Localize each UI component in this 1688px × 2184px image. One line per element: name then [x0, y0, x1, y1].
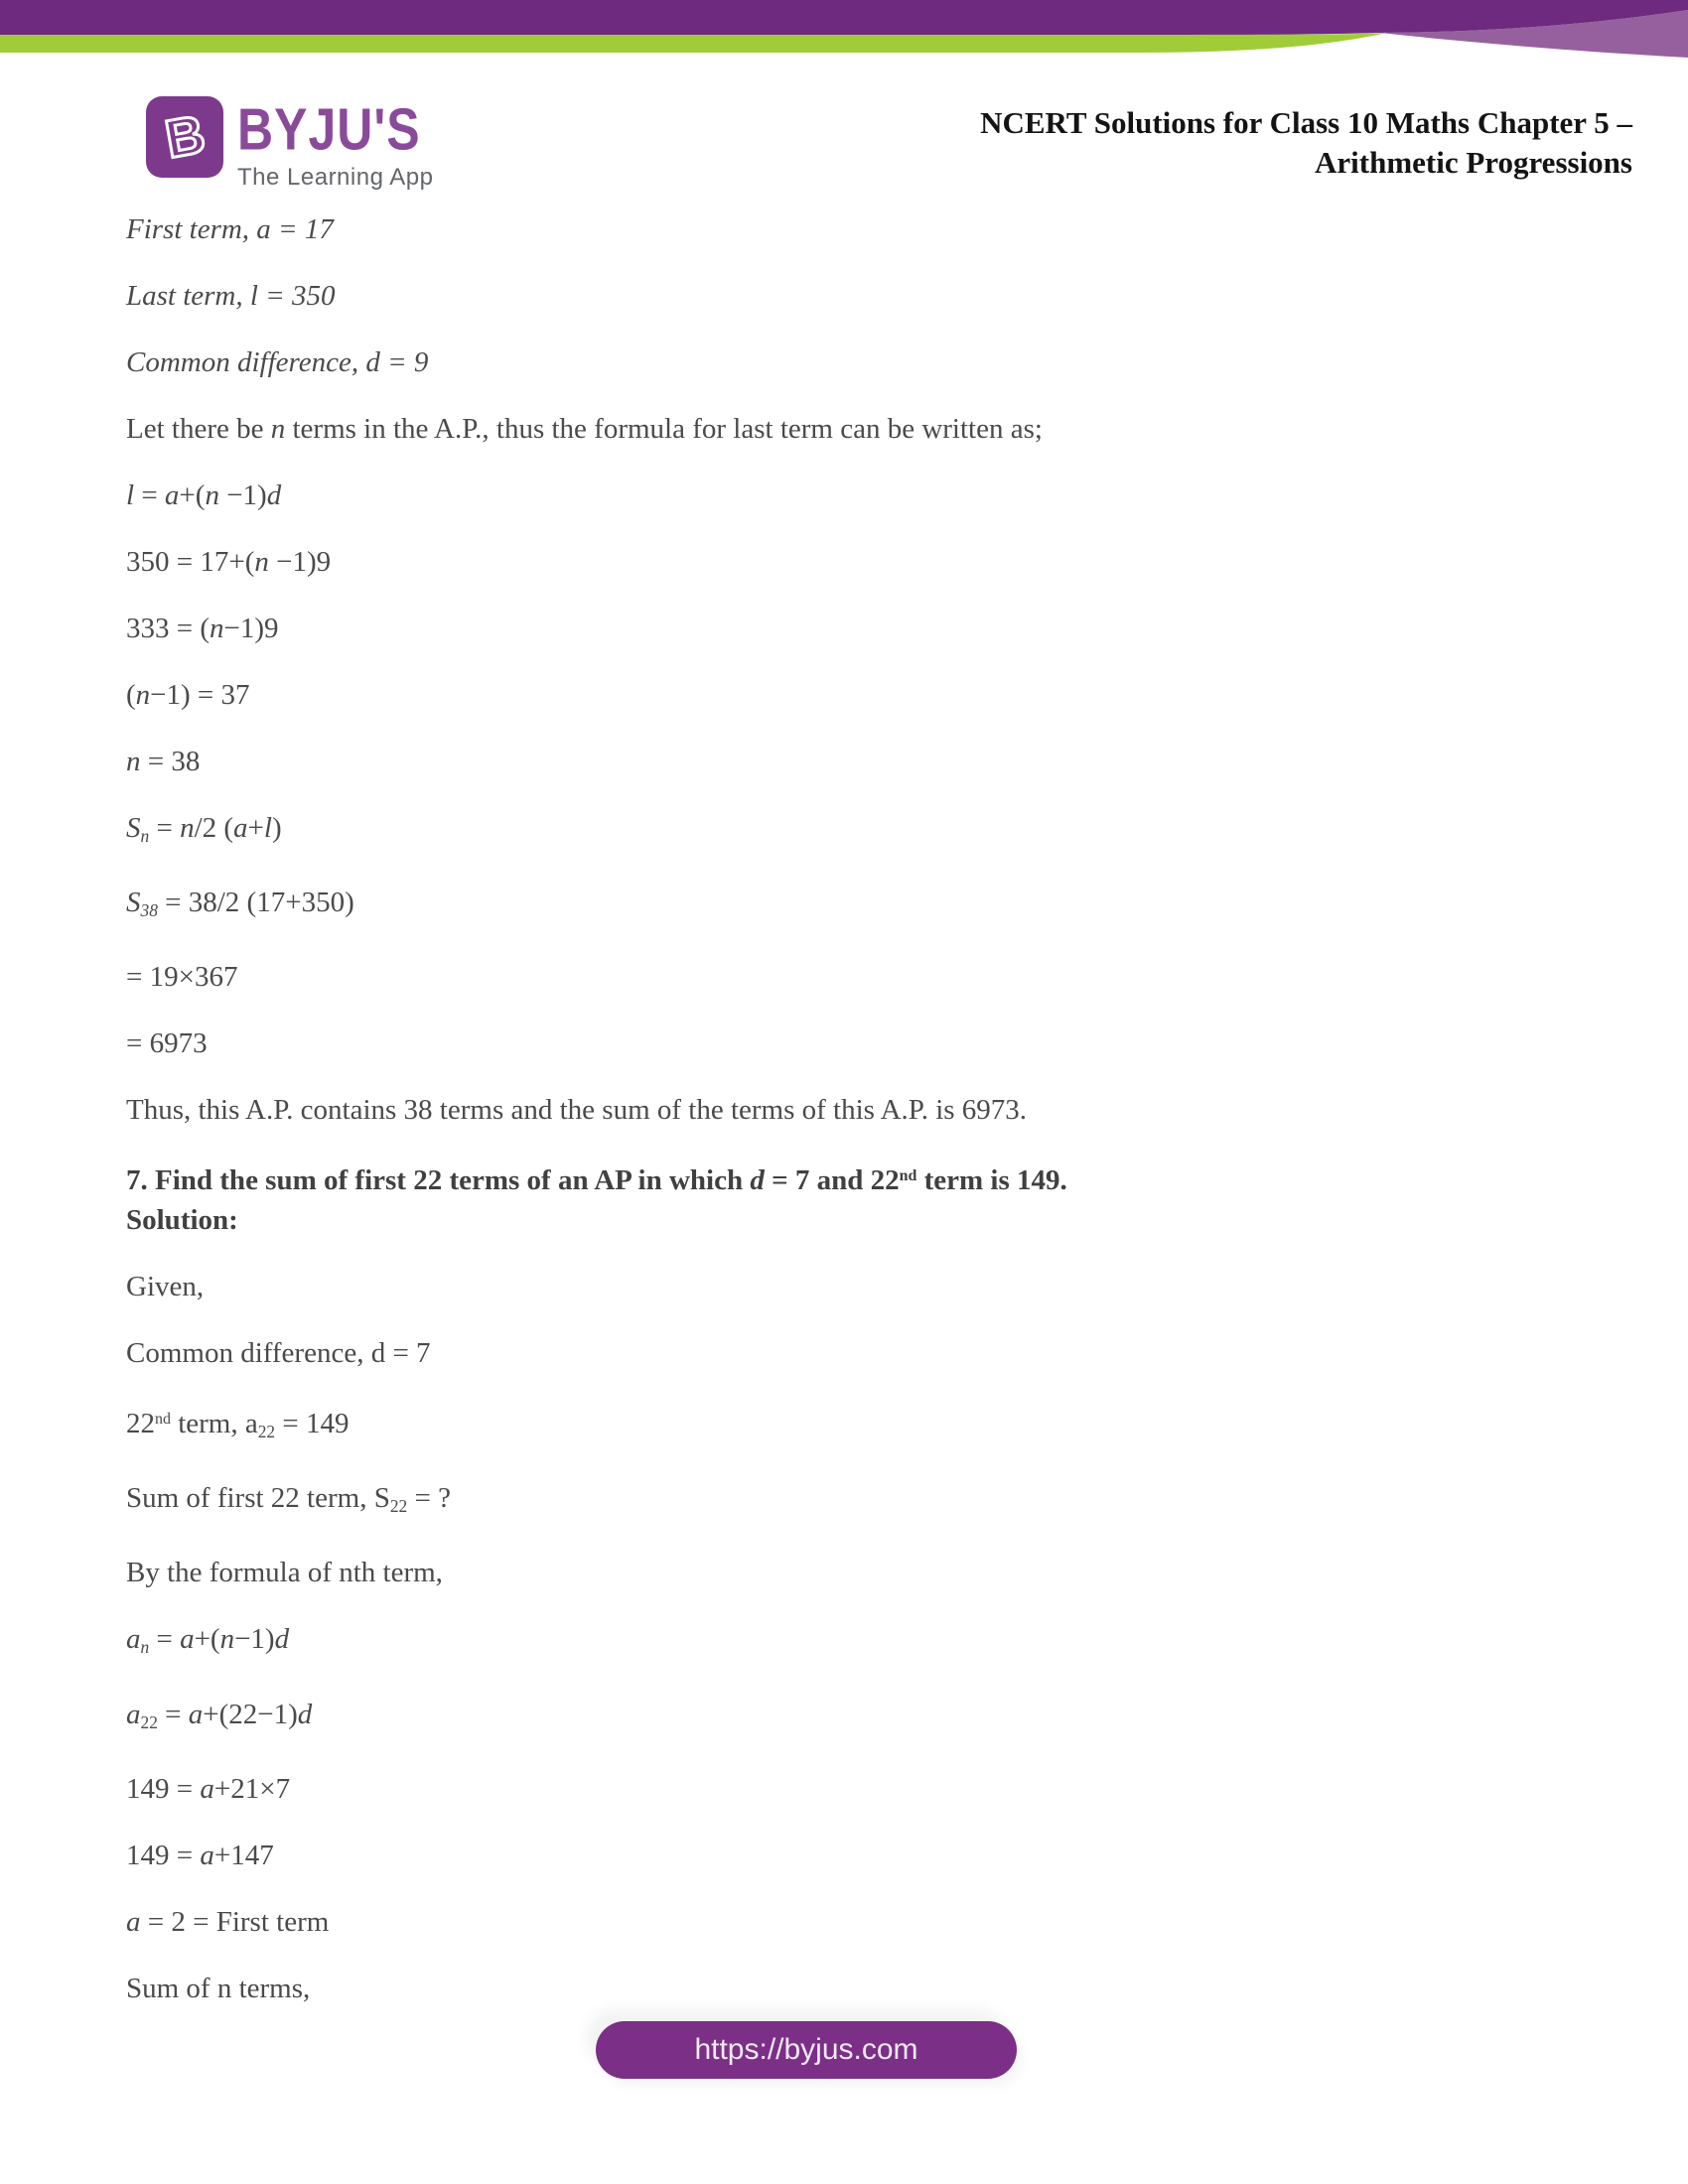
doc-text-segment: Sum of first 22 term, S: [126, 1482, 390, 1515]
doc-text-segment: 22: [126, 1407, 155, 1439]
doc-text-segment: Let there be: [126, 413, 271, 445]
doc-line: [126, 480, 1599, 510]
document-body: [126, 214, 1599, 2040]
doc-line: [126, 547, 1599, 577]
doc-text-segment: l: [263, 812, 272, 844]
doc-text-segment: = 38/2 (17+350): [157, 887, 354, 919]
doc-text-segment: Common difference, d = 9: [126, 346, 429, 378]
doc-line: [126, 1483, 1599, 1521]
header-band-purple: [0, 0, 1688, 35]
doc-text-segment: +(: [179, 479, 206, 511]
doc-text-segment: a: [164, 479, 180, 511]
doc-text-segment: d: [266, 479, 282, 511]
header-band-green: [0, 33, 1387, 53]
doc-text-segment: l: [126, 479, 135, 511]
doc-text-segment: d: [274, 1623, 290, 1656]
doc-text-segment: Common difference, d = 7: [126, 1337, 431, 1370]
byjus-brand-name: BYJU'S: [237, 96, 421, 163]
doc-text-segment: a: [180, 1623, 195, 1656]
doc-text-segment: +: [247, 812, 264, 844]
doc-text-segment: /2 (: [194, 812, 234, 844]
doc-line: [126, 1774, 1599, 1804]
doc-text-segment: = 19×367: [126, 961, 238, 994]
doc-line: [126, 1161, 1599, 1195]
page-title: [980, 103, 1632, 183]
doc-text-segment: a: [233, 812, 248, 844]
doc-line: [126, 1558, 1599, 1587]
doc-text-segment: 22: [140, 1711, 158, 1732]
doc-text-segment: 149 =: [126, 1839, 201, 1871]
doc-text-segment: 333 = (: [126, 613, 211, 644]
doc-text-segment: +21×7: [213, 1772, 291, 1805]
doc-text-segment: a: [126, 1698, 141, 1730]
doc-line: [126, 1095, 1599, 1125]
doc-text-segment: d: [297, 1698, 313, 1730]
doc-text-segment: nd: [155, 1411, 171, 1429]
doc-text-segment: −1) = 37: [150, 679, 250, 711]
page-title-line1: NCERT Solutions for Class 10 Maths Chapter 5 –: [980, 105, 1632, 140]
doc-text-segment: n: [270, 413, 286, 445]
doc-line: [126, 614, 1599, 643]
doc-text-segment: 22: [257, 1422, 276, 1442]
byjus-tagline: The Learning App: [237, 164, 434, 191]
doc-text-segment: term is 149.: [916, 1164, 1067, 1197]
doc-text-segment: n: [140, 1637, 150, 1658]
doc-text-segment: By the formula of nth term,: [126, 1557, 443, 1589]
doc-text-segment: n: [135, 679, 151, 711]
doc-text-segment: −1)9: [268, 546, 332, 578]
byjus-logo-badge-icon: [146, 96, 223, 178]
doc-line: [126, 414, 1599, 444]
doc-text-segment: Solution:: [126, 1204, 238, 1237]
doc-line: [126, 813, 1599, 851]
doc-text-segment: a: [126, 1623, 141, 1656]
doc-text-segment: n: [140, 826, 150, 847]
doc-line: [126, 962, 1599, 992]
doc-text-segment: = 2 = First term: [140, 1905, 330, 1938]
doc-text-segment: (: [126, 679, 136, 711]
doc-line: [126, 1405, 1599, 1446]
doc-text-segment: Sum of n terms,: [126, 1972, 311, 2004]
doc-text-segment: 22: [389, 1496, 408, 1517]
page-title-line2: Arithmetic Progressions: [1315, 145, 1632, 180]
doc-text-segment: +(22−1): [203, 1698, 298, 1730]
doc-text-segment: S: [126, 812, 141, 844]
doc-text-segment: a: [188, 1698, 204, 1730]
doc-text-segment: ): [271, 812, 282, 844]
doc-line: [126, 1338, 1599, 1368]
doc-text-segment: a: [200, 1839, 214, 1871]
doc-text-segment: 38: [140, 900, 158, 921]
doc-text-segment: term, a: [170, 1407, 258, 1439]
doc-line: [126, 1028, 1599, 1058]
doc-line: [126, 1907, 1599, 1937]
byjus-logo-letter: B: [160, 104, 210, 170]
doc-text-segment: = ?: [407, 1482, 451, 1515]
doc-text-segment: Thus, this A.P. contains 38 terms and the sum of the terms of this A.P. is 6973.: [126, 1094, 1028, 1127]
byjus-logo-text: [237, 96, 433, 192]
doc-text-segment: =: [149, 812, 181, 844]
doc-text-segment: a: [200, 1772, 214, 1805]
doc-text-segment: = 38: [140, 746, 201, 777]
doc-text-segment: First term, a = 17: [126, 213, 334, 245]
doc-text-segment: a: [126, 1905, 141, 1938]
doc-text-segment: −1): [234, 1623, 275, 1656]
doc-text-segment: n: [219, 1623, 235, 1656]
doc-text-segment: Last term, l = 350: [126, 280, 336, 312]
doc-text-segment: n: [205, 479, 219, 511]
doc-text-segment: terms in the A.P., thus the formula for last term can be written as;: [285, 413, 1043, 445]
byjus-link-button[interactable]: https://byjus.com: [596, 2021, 1017, 2079]
doc-line: [126, 347, 1599, 377]
doc-text-segment: Given,: [126, 1271, 205, 1303]
doc-text-segment: n: [126, 746, 141, 777]
doc-line: [126, 1841, 1599, 1870]
doc-text-segment: =: [134, 479, 165, 511]
byjus-logo: [146, 96, 433, 192]
doc-line: [126, 1272, 1599, 1301]
doc-line: [126, 747, 1599, 776]
doc-text-segment: +147: [213, 1839, 274, 1871]
doc-text-segment: d: [750, 1164, 765, 1197]
doc-text-segment: = 149: [275, 1407, 350, 1439]
doc-text-segment: =: [149, 1623, 181, 1656]
doc-line: [126, 281, 1599, 311]
doc-line: [126, 1974, 1599, 2003]
doc-line: [126, 887, 1599, 925]
doc-text-segment: 350 = 17+(: [126, 546, 255, 578]
doc-line: [126, 214, 1599, 244]
doc-text-segment: n: [210, 613, 224, 644]
doc-text-segment: = 7 and 22: [764, 1164, 900, 1197]
doc-text-segment: −1)9: [223, 613, 279, 644]
doc-text-segment: = 6973: [126, 1027, 208, 1060]
doc-line: [126, 680, 1599, 710]
doc-text-segment: −1): [218, 479, 267, 511]
doc-text-segment: S: [126, 887, 141, 919]
doc-line: [126, 1624, 1599, 1662]
doc-text-segment: nd: [899, 1167, 917, 1185]
doc-text-segment: n: [180, 812, 195, 844]
doc-text-segment: 149 =: [126, 1772, 201, 1805]
doc-line: [126, 1700, 1599, 1737]
doc-text-segment: 7. Find the sum of first 22 terms of an AP in which: [126, 1164, 751, 1197]
doc-line: [126, 1205, 1599, 1235]
doc-text-segment: =: [157, 1698, 189, 1730]
doc-text-segment: +(: [194, 1623, 220, 1656]
doc-text-segment: n: [254, 546, 269, 578]
